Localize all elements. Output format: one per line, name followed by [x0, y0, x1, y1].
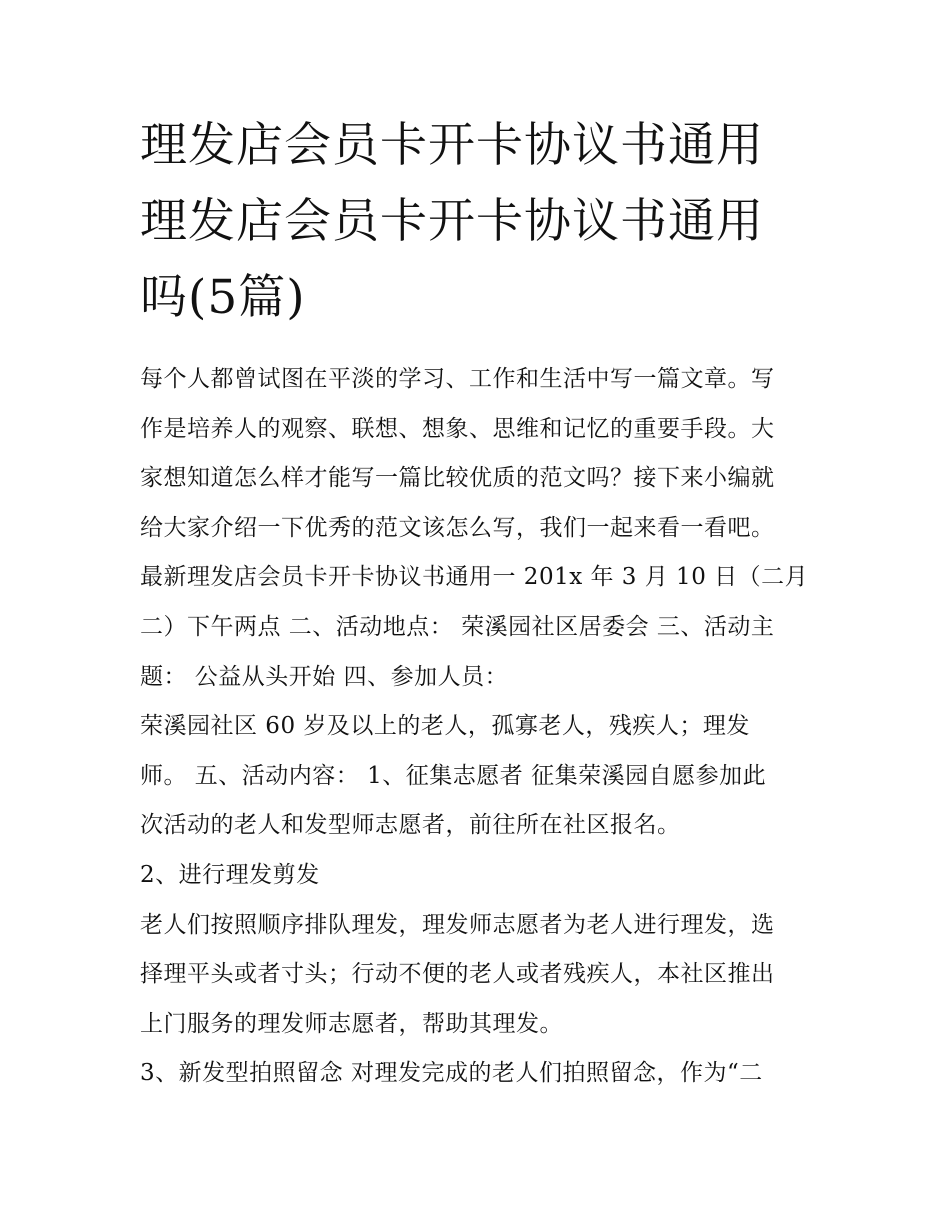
- body-line: 次活动的老人和发型师志愿者，前往所在社区报名。: [140, 812, 681, 839]
- body-line: 家想知道怎么样才能写一篇比较优质的范文吗？接下来小编就: [140, 465, 775, 492]
- body-line: 2、进行理发剪发: [140, 861, 320, 888]
- title-line: 吗(5篇): [140, 270, 306, 325]
- body-line: 荣溪园社区 60 岁及以上的老人，孤寡老人，残疾人；理发: [140, 713, 750, 740]
- body-line: 最新理发店会员卡开卡协议书通用一 201x 年 3 月 10 日（二月: [140, 564, 809, 591]
- title-line: 理发店会员卡开卡协议书通用: [140, 194, 764, 249]
- body-line: 给大家介绍一下优秀的范文该怎么写，我们一起来看一看吧。: [140, 514, 775, 541]
- body-line: 老人们按照顺序排队理发，理发师志愿者为老人进行理发，选: [140, 911, 775, 938]
- body-line: 作是培养人的观察、联想、想象、思维和记忆的重要手段。大: [140, 415, 775, 442]
- body-line: 师。 五、活动内容： 1、征集志愿者 征集荣溪园自愿参加此: [140, 762, 767, 789]
- body-line: 3、新发型拍照留念 对理发完成的老人们拍照留念，作为“二: [140, 1060, 763, 1087]
- body-line: 二）下午两点 二、活动地点： 荣溪园社区居委会 三、活动主: [140, 613, 775, 640]
- title-line: 理发店会员卡开卡协议书通用: [140, 118, 764, 173]
- document-title: [140, 108, 820, 336]
- body-line: 每个人都曾试图在平淡的学习、工作和生活中写一篇文章。写: [140, 366, 775, 392]
- document-body: [140, 355, 820, 1099]
- body-line: 择理平头或者寸头；行动不便的老人或者残疾人，本社区推出: [140, 961, 775, 988]
- body-line: 上门服务的理发师志愿者，帮助其理发。: [140, 1010, 563, 1037]
- body-line: 题： 公益从头开始 四、参加人员：: [140, 663, 509, 690]
